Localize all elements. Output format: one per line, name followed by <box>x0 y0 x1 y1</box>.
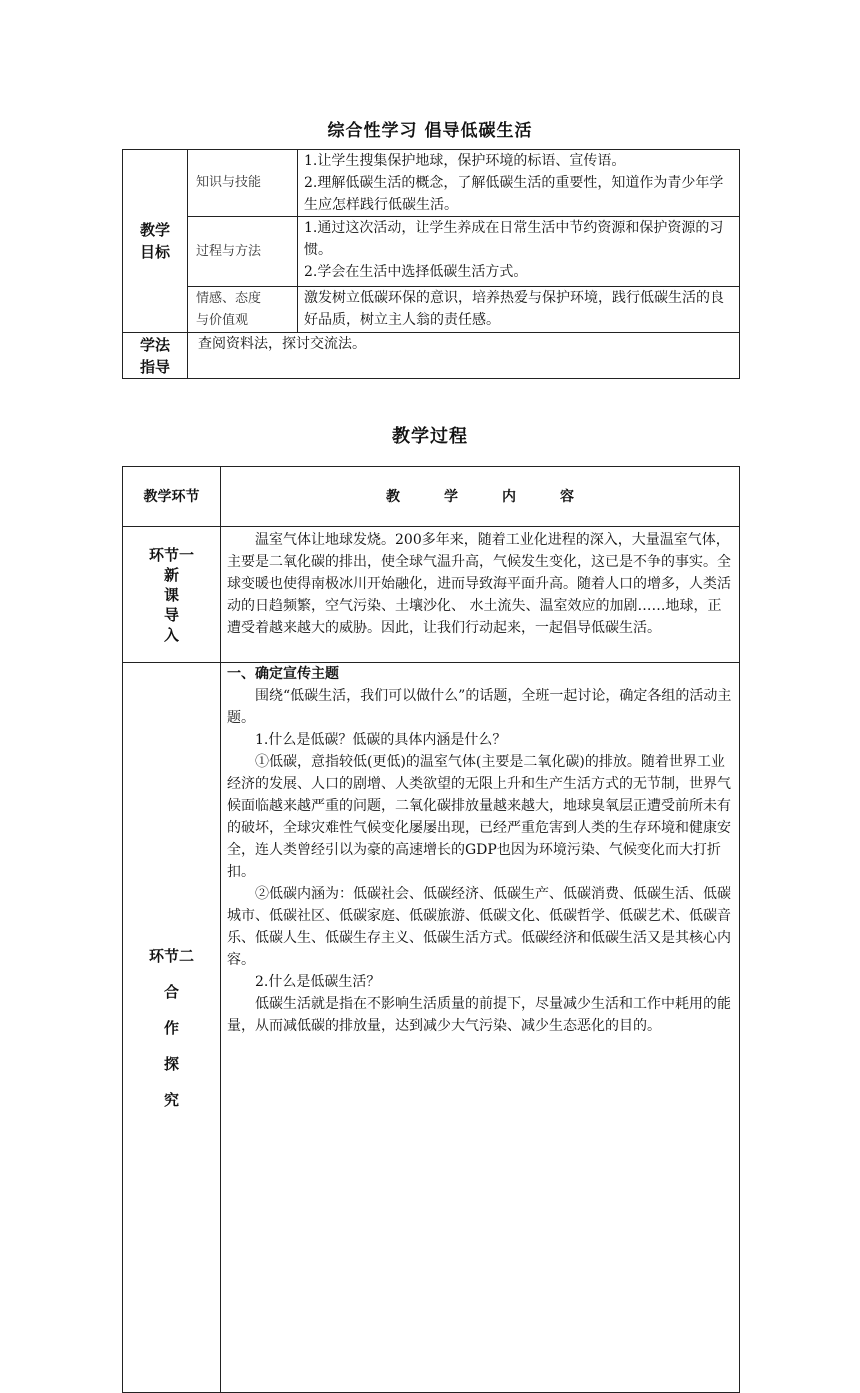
stage-one-label: 环节一 新 课 导 入 <box>123 527 221 663</box>
process-table <box>122 466 740 1393</box>
header-stage: 教学环节 <box>123 467 221 527</box>
process-title: 教学过程 <box>392 426 468 447</box>
stage-two-text: 一、确定宣传主题 围绕“低碳生活，我们可以做什么”的话题，全班一起讨论，确定各组的活动主题。 1.什么是低碳？低碳的具体内涵是什么？ ①低碳，意指较低(更低)的温室气体(主要是二氧化碳)的排放。随着世界工业经济的发展、人口的剧增、人类欲望的无限上升和生产生活方式的无节制，世界气候面临越来越严重的问题，二氧化碳排放量越来越大，地球臭氧层正遭受前所未有的破坏，全球灾难性气候变化屡屡出现，已经严重危害到人类的生存环境和健康安全，连人类曾经引以为豪的高速增长的GDP也因为环境污染、气候变化而大打折扣。 ②低碳内涵为：低碳社会、低碳经济、低碳生产、低碳消费、低碳生活、低碳城市、低碳社区、低碳家庭、低碳旅游、低碳文化、低碳哲学、低碳艺术、低碳音乐、低碳人生、低碳生存主义、低碳生活方式。低碳经济和低碳生活又是其核心内容。 2.什么是低碳生活？ 低碳生活就是指在不影响生活质量的前提下，尽量减少生活和工作中耗用的能量，从而减低碳的排放量，达到减少大气污染、减少生态恶化的目的。 <box>221 663 740 1393</box>
objectives-table <box>122 149 740 379</box>
goal-text-emotion: 激发树立低碳环保的意识，培养热爱与保护环境，践行低碳生活的良好品质，树立主人翁的责任感。 <box>298 287 740 333</box>
goal-text-process: 1.通过这次活动，让学生养成在日常生活中节约资源和保护资源的习惯。 2.学会在生活中选择低碳生活方式。 <box>298 217 740 287</box>
header-content: 教 学 内 容 <box>221 467 740 527</box>
stage-two-label: 环节二 合 作 探 究 <box>123 663 221 1393</box>
document-title: 综合性学习 倡导低碳生活 <box>327 121 533 141</box>
goal-category-emotion: 情感、态度 与价值观 <box>188 287 298 333</box>
goal-category-process: 过程与方法 <box>188 217 298 287</box>
stage-one-text: 温室气体让地球发烧。200多年来，随着工业化进程的深入，大量温室气体，主要是二氧化碳的排出，使全球气温升高，气候发生变化，这已是不争的事实。全球变暖也使得南极冰川开始融化，进而导致海平面升高。随着人口的增多，人类活动的日趋频繁，空气污染、土壤沙化、 水土流失、温室效应的加剧……地球，正遭受着越来越大的威胁。因此，让我们行动起来，一起倡导低碳生活。 <box>221 527 740 663</box>
section-heading: 一、确定宣传主题 <box>227 666 339 682</box>
method-label: 学法 指导 <box>123 333 188 379</box>
goals-label: 教学 目标 <box>123 150 188 333</box>
goal-category-knowledge: 知识与技能 <box>188 150 298 217</box>
method-text: 查阅资料法，探讨交流法。 <box>188 333 740 379</box>
goal-text-knowledge: 1.让学生搜集保护地球，保护环境的标语、宣传语。 2.理解低碳生活的概念，了解低碳生活的重要性，知道作为青少年学生应怎样践行低碳生活。 <box>298 150 740 217</box>
